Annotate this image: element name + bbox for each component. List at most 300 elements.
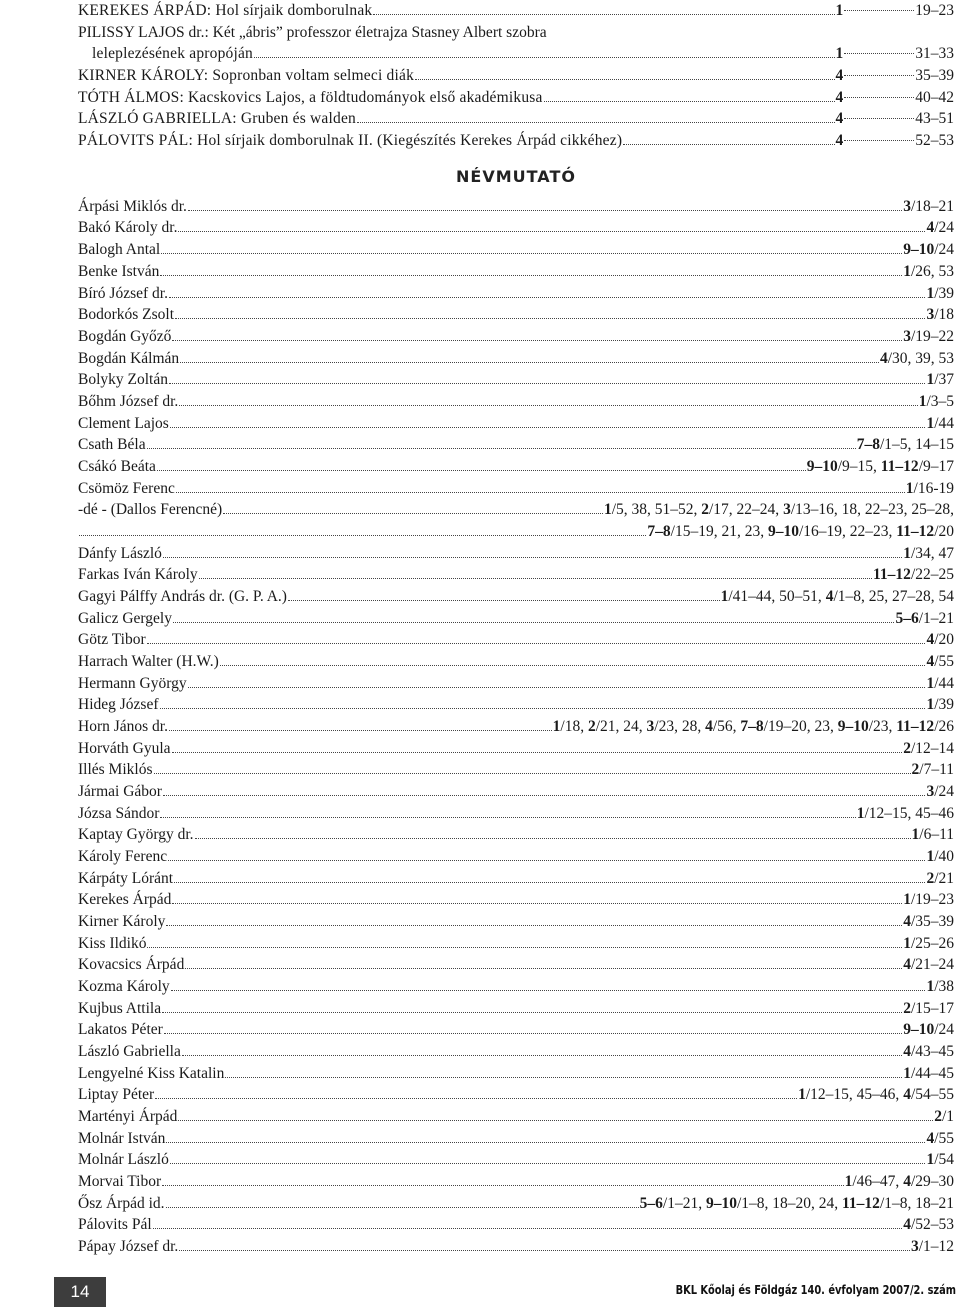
page-range: /41–44, 50–51, [728,587,826,605]
toc-issue: 4 [835,67,844,85]
issue-number: 1 [903,934,911,952]
dot-leader [415,79,834,80]
dot-leader [79,535,646,536]
page-range: /9–17 [918,457,954,475]
index-entry [78,413,954,435]
issue-number: 1 [903,891,911,909]
index-name: Liptay Péter [78,1086,155,1104]
issue-number: 1 [926,847,935,865]
dot-leader [188,210,902,211]
dot-leader [169,297,925,298]
page-range: /24 [934,241,954,259]
dot-leader [160,708,926,709]
dot-leader [155,1098,797,1099]
toc-pages: 19–23 [915,2,954,19]
index-refs [926,217,954,239]
dot-leader [161,253,902,254]
issue-number: 7–8 [856,436,880,454]
page-range: /13–16, 18, 22–23, 25–28, [790,501,954,519]
issue-number: 4 [926,652,935,670]
page-range: /1 [941,1108,954,1126]
index-name: Jármai Gábor [78,782,162,800]
issue-number: 4 [903,1043,911,1061]
index-entry [78,326,954,348]
toc-pages: 40–42 [915,88,954,106]
dot-leader [154,773,911,774]
dot-leader [844,140,914,141]
page-range: /39 [934,696,954,714]
page-range: /1–5, 14–15 [879,436,954,454]
index-name: Molnár István [78,1129,166,1147]
issue-number: 3 [926,782,935,800]
dot-leader [175,318,925,319]
issue-number: 3 [903,197,911,215]
index-refs [903,239,954,261]
page-range: /5, 38, 51–52, [611,501,702,519]
dot-leader [174,882,925,883]
dot-leader [173,622,894,623]
journal-footer: BKL Kőolaj és Földgáz 140. évfolyam 2007/2. szám [675,1283,956,1297]
index-name: Csömöz Ferenc [78,479,175,497]
index-entry [78,586,954,608]
issue-number: 1 [856,804,865,822]
page-range: /23, 28, [654,717,706,735]
issue-number: 2 [903,739,911,757]
issue-number: 3 [783,501,791,519]
issue-number: 7–8 [740,717,764,735]
dot-leader [188,687,926,688]
page-range: /26 [934,717,954,735]
dot-leader [844,10,914,11]
issue-number: 1 [926,674,935,692]
index-refs [873,564,954,586]
index-name: Dánfy László [78,544,162,562]
dot-leader [170,1163,926,1164]
dot-leader [844,53,914,54]
index-entry [78,434,954,456]
index-entry [78,803,954,825]
issue-number: 11–12 [880,457,919,475]
issue-number: 1 [926,1151,935,1169]
index-name: Pálovits Pál [78,1216,152,1234]
index-refs [798,1084,954,1106]
dot-leader [199,578,872,579]
index-refs [912,759,954,781]
page-range: /12–15, 45–46 [864,804,954,822]
issue-number: 1 [903,262,911,280]
issue-number: 3 [646,717,655,735]
issue-number: 4 [903,1173,911,1191]
index-refs [640,1193,954,1215]
index-name: Gagyi Pálffy András dr. (G. P. A.) [78,587,287,605]
index-entry [78,543,954,565]
index-refs [553,716,954,738]
index-name: Horváth Gyula [78,739,171,757]
toc-entry-title: LÁSZLÓ GABRIELLA: Gruben és walden [78,110,356,128]
issue-number: 2 [926,869,935,887]
index-entry [78,738,954,760]
issue-number: 3 [926,306,935,324]
dot-leader [168,860,925,861]
index-refs [926,846,954,868]
name-index [78,196,954,1258]
toc-entry-ref [836,130,955,152]
index-name: Kirner Károly [78,912,166,930]
page-range: /18–21 [910,197,954,215]
dot-leader [623,144,834,145]
index-refs [857,803,954,825]
issue-number: 4 [926,1129,935,1147]
dot-leader [162,1185,844,1186]
issue-number: 7–8 [647,522,671,540]
index-name: Lakatos Péter [78,1021,163,1039]
toc-entry-ref [836,65,955,87]
page-range: /9–15, [837,457,881,475]
page-range: /12–15, 45–46, [805,1086,904,1104]
dot-leader [176,492,905,493]
index-refs [926,673,954,695]
index-entry [78,369,954,391]
index-entry [78,304,954,326]
page-range: /54 [934,1151,954,1169]
issue-number: 4 [903,1216,911,1234]
index-refs [919,391,954,413]
toc-pages: 52–53 [915,132,954,150]
page-range: /22–25 [910,566,954,584]
index-entry [78,239,954,261]
dot-leader [182,1055,902,1056]
index-name: Kiss Ildikó [78,934,147,952]
issue-number: 4 [903,956,911,974]
issue-number: 2 [903,999,911,1017]
issue-number: 1 [905,479,914,497]
issue-number: 4 [705,717,713,735]
dot-leader [357,122,835,123]
dot-leader [166,1207,639,1208]
index-refs [845,1171,954,1193]
issue-number: 1 [926,414,935,432]
index-refs [903,1019,954,1041]
page-range: /6–11 [919,826,954,844]
index-entry [78,889,954,911]
dot-leader [153,1228,903,1229]
index-name: Árpási Miklós dr. [78,197,187,215]
page-content [78,0,954,1258]
dot-leader [844,75,914,76]
toc-entry-title: KIRNER KÁROLY: Sopronban voltam selmeci diák [78,67,415,85]
index-refs [912,824,954,846]
dot-leader [166,1142,925,1143]
toc-entry: PILISSY LAJOS dr.: Két „ábris” professzor életrajza Stasney Albert szobra [78,23,547,41]
dot-leader [172,752,903,753]
index-entry [78,716,954,738]
page-range: /19–23 [910,891,954,909]
page-range: /21–24 [910,956,954,974]
dot-leader [171,990,926,991]
page-range: /16-19 [913,479,954,497]
page-range: /19–22 [910,327,954,345]
page-range: /1–12 [918,1238,954,1256]
issue-number: 1 [798,1086,806,1104]
index-name: Benke István [78,262,160,280]
page-range: /20 [934,631,954,649]
index-refs [880,348,954,370]
issue-number: 4 [825,587,834,605]
table-of-contents [78,0,954,152]
toc-entry [78,108,954,130]
issue-number: 1 [926,371,935,389]
dot-leader [178,231,925,232]
index-name: Kozma Károly [78,978,170,995]
index-entry [78,1106,954,1128]
page-range: /16–19, 22–23, [798,522,897,540]
index-name: Hermann György [78,674,187,692]
index-name: Farkas Iván Károly [78,566,198,584]
index-refs [903,911,954,933]
index-name: Kárpáty Lóránt [78,869,174,887]
index-entry [78,673,954,695]
index-refs [903,261,954,283]
index-entry [78,1128,954,1150]
issue-number: 2 [911,761,920,779]
dot-leader [147,448,856,449]
page-range: /37 [934,371,954,389]
toc-issue: 4 [835,132,844,150]
page-range: /44 [934,674,954,692]
index-entry [78,1236,954,1258]
issue-number: 3 [903,327,911,345]
toc-entry [78,130,954,152]
index-name: Balogh Antal [78,241,161,259]
index-refs [721,586,954,608]
dot-leader [162,1012,902,1013]
dot-leader [223,513,603,514]
toc-entry [78,87,954,109]
index-refs [903,889,954,911]
index-name: Clement Lajos [78,414,169,432]
index-name: Kovacsics Árpád [78,956,185,974]
index-entry [78,694,954,716]
issue-number: 1 [911,826,920,844]
page-range: /24 [934,782,954,800]
dot-leader [172,903,902,904]
issue-number: 4 [903,912,911,930]
issue-number: 9–10 [705,1194,737,1212]
page-range: /15–17 [910,999,954,1017]
page-range: /52–53 [910,1216,954,1234]
dot-leader [225,1077,902,1078]
toc-issue: 1 [835,2,844,19]
issue-number: 9–10 [767,522,799,540]
index-entry [78,456,954,478]
page-range: /1–8, 18–21 [879,1194,954,1212]
index-refs [926,694,954,716]
issue-number: 4 [903,1086,911,1104]
index-refs [903,998,954,1020]
dot-leader [185,968,902,969]
page-range: /26, 53 [910,262,954,280]
index-entry [78,1171,954,1193]
issue-number: 1 [603,501,612,519]
dot-leader [178,1120,933,1121]
dot-leader [157,470,806,471]
index-entry [78,629,954,651]
index-name: Horn János dr. [78,717,168,735]
issue-number: 2 [701,501,709,519]
index-name: -dé - (Dallos Ferencné) [78,501,223,519]
index-entry [78,391,954,413]
issue-number: 1 [926,696,935,714]
index-name: László Gabriella [78,1043,181,1061]
index-refs [926,413,954,435]
index-refs [906,478,954,500]
index-refs [926,629,954,651]
index-name: Józsa Sándor [78,804,160,822]
issue-number: 5–6 [895,609,919,627]
index-entry [78,911,954,933]
page-range: /46–47, [852,1173,904,1191]
toc-pages: 31–33 [915,45,954,63]
index-entry [78,824,954,846]
index-refs [903,1063,954,1085]
page-range: /18 [934,306,954,324]
page-range: /21 [934,869,954,887]
index-entry [78,651,954,673]
index-refs [807,456,954,478]
toc-entry-ref [836,0,955,22]
index-entry [78,348,954,370]
index-refs [926,1149,954,1171]
index-entry [78,196,954,218]
dot-leader [164,1033,902,1034]
dot-leader [180,362,879,363]
index-name: Harrach Walter (H.W.) [78,652,219,670]
index-entry [78,521,954,543]
toc-entry [78,0,954,22]
index-name: Bolyky Zoltán [78,371,168,389]
issue-number: 1 [552,717,561,735]
page-range: /7–11 [919,761,954,779]
index-entry [78,998,954,1020]
toc-entry-ref [836,108,955,130]
page-number: 14 [54,1277,106,1307]
index-name: Ősz Árpád id. [78,1194,165,1212]
toc-pages: 35–39 [915,67,954,85]
issue-number: 1 [918,392,927,410]
index-entry [78,1149,954,1171]
page-range: /20 [934,522,954,540]
issue-number: 1 [926,284,935,302]
toc-entry [78,43,954,65]
index-refs [903,326,954,348]
dot-leader [844,97,914,98]
index-name: Bodorkós Zsolt [78,306,175,324]
dot-leader [195,838,911,839]
page-range: /1–21, [662,1194,706,1212]
dot-leader [169,383,925,384]
index-refs [903,954,954,976]
index-refs [911,1236,954,1258]
dot-leader [172,340,902,341]
page-range: /55 [934,652,954,670]
page-range: /30, 39, 53 [887,349,954,367]
toc-entry-ref [836,43,955,65]
issue-number: 11–12 [896,522,935,540]
page-range: /1–21 [918,609,954,627]
toc-entry-ref [836,87,955,109]
dot-leader [288,600,720,601]
issue-number: 1 [844,1173,853,1191]
dot-leader [170,427,926,428]
index-entry [78,759,954,781]
dot-leader [147,947,902,948]
index-name: Csákó Beáta [78,457,156,475]
index-entry [78,478,954,500]
page-range: /44–45 [910,1064,954,1082]
index-name: Kerekes Árpád [78,891,172,909]
index-name: Martényi Árpád [78,1108,178,1126]
toc-pages: 43–51 [915,110,954,128]
index-refs [926,868,954,890]
index-refs [926,651,954,673]
index-name: Bíró József dr. [78,284,168,302]
page-range: /21, 24, [595,717,647,735]
index-refs [926,976,954,998]
page-range: /25–26 [910,934,954,952]
dot-leader [160,817,855,818]
issue-number: 4 [926,219,935,237]
index-title: NÉVMUTATÓ [456,166,576,186]
toc-issue: 1 [835,45,844,63]
index-refs [857,434,954,456]
issue-number: 11–12 [873,566,911,584]
index-refs [604,499,954,521]
index-name: Galicz Gergely [78,609,172,627]
index-name: Götz Tibor [78,631,146,649]
issue-number: 9–10 [903,241,935,259]
index-refs [934,1106,954,1128]
index-entry [78,608,954,630]
index-entry [78,1063,954,1085]
index-name: Bogdán Győző [78,327,172,345]
page-range: /1–8, 25, 27–28, 54 [833,587,954,605]
page-range: /54–55 [910,1086,954,1104]
dot-leader [163,557,902,558]
index-refs [926,283,954,305]
page-range: /24 [934,1021,954,1039]
index-refs [926,781,954,803]
index-refs [895,608,954,630]
issue-number: 1 [720,587,729,605]
index-entry [78,1041,954,1063]
page-range: /38 [934,978,954,995]
index-name: Pápay József dr. [78,1238,179,1256]
index-entry [78,781,954,803]
index-refs [903,543,954,565]
index-refs [903,738,954,760]
page-range: /17, 22–24, [709,501,784,519]
issue-number: 1 [926,978,935,995]
index-name: Hideg József [78,696,159,714]
index-entry [78,1193,954,1215]
index-refs [926,1128,954,1150]
dot-leader [160,275,902,276]
index-entry [78,261,954,283]
issue-number: 1 [903,1064,911,1082]
issue-number: 9–10 [903,1021,935,1039]
index-refs [903,1041,954,1063]
index-name: Kaptay György dr. [78,826,194,844]
